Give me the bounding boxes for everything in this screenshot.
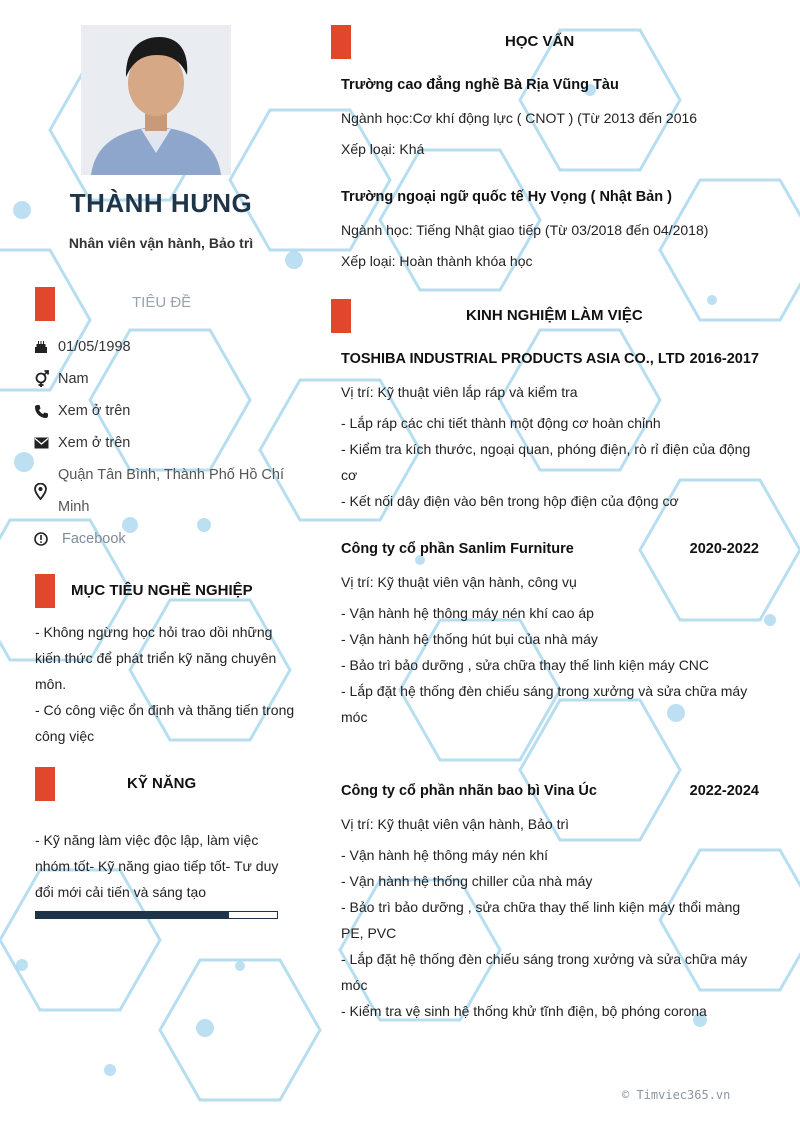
- skill-level-bar: [35, 911, 278, 919]
- education-school: Trường cao đẳng nghề Bà Rịa Vũng Tàu: [341, 77, 619, 93]
- education-school: Trường ngoại ngữ quốc tế Hy Vọng ( Nhật Bản ): [341, 189, 672, 205]
- info-facebook[interactable]: [34, 523, 304, 555]
- cake-icon: [34, 331, 58, 363]
- job-task-list: [341, 842, 761, 1024]
- candidate-name: THÀNH HƯNG: [69, 188, 253, 218]
- phone-icon: [34, 395, 58, 427]
- candidate-job-title: Nhân viên vận hành, Bảo trì: [68, 235, 254, 251]
- job-company: TOSHIBA INDUSTRIAL PRODUCTS ASIA CO., LTD: [341, 351, 685, 367]
- section-marker: [331, 25, 351, 59]
- job-position: Vị trí: Kỹ thuật viên vận hành, công vụ: [341, 574, 577, 590]
- job-task: - Vận hành hệ thống hút bụi của nhà máy: [341, 631, 598, 647]
- envelope-icon: [34, 427, 58, 459]
- objective-line: - Có công việc ổn định và thăng tiến trong công việc: [35, 702, 295, 744]
- job-company: Công ty cổ phần Sanlim Furniture: [341, 541, 574, 557]
- job-period: 2020-2022: [689, 541, 759, 557]
- job-task: - Kết nối dây điện vào bên trong hộp điện của động cơ: [341, 493, 679, 509]
- info-circle-icon: [34, 523, 58, 555]
- job-position: Vị trí: Kỹ thuật viên vận hành, Bảo trì: [341, 816, 570, 832]
- job-header: [341, 351, 759, 367]
- job-task: - Vận hành hệ thống chiller của nhà máy: [341, 873, 593, 889]
- job-header: [341, 541, 759, 557]
- education-grade: Xếp loại: Hoàn thành khóa học: [341, 253, 533, 269]
- job-task: - Bảo trì bảo dưỡng , sửa chữa thay thế linh kiện máy thổi màng PE, PVC: [341, 899, 741, 941]
- job-task: - Lắp đặt hệ thống đèn chiếu sáng trong xưởng và sửa chữa máy móc: [341, 683, 748, 725]
- gender-icon: [34, 363, 58, 395]
- address-value: Quận Tân Bình, Thành Phố Hồ Chí Minh: [58, 467, 284, 515]
- phone-value: Xem ở trên: [58, 403, 131, 419]
- job-company: Công ty cổ phần nhãn bao bì Vina Úc: [341, 783, 597, 799]
- job-task: - Vận hành hệ thông máy nén khí: [341, 847, 549, 863]
- job-task-list: [341, 600, 761, 730]
- section-marker: [35, 767, 55, 801]
- watermark: © Timviec365.vn: [622, 1088, 731, 1102]
- objective-line: - Không ngừng học hỏi trao dồi những kiến thức để phát triển kỹ năng chuyên môn.: [35, 624, 277, 692]
- section-marker: [331, 299, 351, 333]
- info-section-title: TIÊU ĐỀ: [132, 294, 192, 311]
- objective-section-title: MỤC TIÊU NGHỀ NGHIỆP: [71, 582, 253, 599]
- email-value: Xem ở trên: [58, 435, 131, 451]
- skill-level-fill: [36, 912, 229, 918]
- job-position: Vị trí: Kỹ thuật viên lắp ráp và kiểm tra: [341, 384, 578, 400]
- profile-photo: [81, 25, 231, 175]
- job-task: - Vận hành hệ thông máy nén khí cao áp: [341, 605, 594, 621]
- education-major: Ngành học: Tiếng Nhật giao tiếp (Từ 03/2018 đến 04/2018): [341, 222, 709, 238]
- job-task: - Lắp đặt hệ thống đèn chiếu sáng trong xưởng và sửa chữa máy móc: [341, 951, 748, 993]
- skills-text: - Kỹ năng làm việc độc lập, làm việc nhóm tốt- Kỹ năng giao tiếp tốt- Tư duy đổi mới cải tiến và sáng tạo: [35, 832, 279, 900]
- job-task: - Kiểm tra vệ sinh hệ thống khử tĩnh điện, bộ phóng corona: [341, 1003, 707, 1019]
- education-grade: Xếp loại: Khá: [341, 141, 425, 157]
- gender-value: Nam: [58, 371, 89, 387]
- job-task: - Bảo trì bảo dưỡng , sửa chữa thay thế linh kiện máy CNC: [341, 657, 710, 673]
- job-period: 2016-2017: [689, 351, 759, 367]
- job-task: - Kiểm tra kích thước, ngoại quan, phóng điện, rò rỉ điện của động cơ: [341, 441, 751, 483]
- education-section-title: HỌC VẤN: [505, 33, 575, 50]
- section-marker: [35, 287, 55, 321]
- info-address: [34, 459, 304, 523]
- job-period: 2022-2024: [689, 783, 759, 799]
- job-header: [341, 783, 759, 799]
- info-phone: [34, 395, 304, 427]
- section-marker: [35, 574, 55, 608]
- avatar: [81, 25, 231, 175]
- location-pin-icon: [34, 459, 58, 523]
- facebook-link[interactable]: Facebook: [62, 531, 126, 547]
- info-email: [34, 427, 304, 459]
- skills-section-title: KỸ NĂNG: [127, 775, 197, 792]
- experience-section-title: KINH NGHIỆM LÀM VIỆC: [466, 307, 643, 324]
- info-gender: [34, 363, 304, 395]
- job-task-list: [341, 410, 761, 514]
- education-major: Ngành học:Cơ khí động lực ( CNOT ) (Từ 2013 đến 2016: [341, 110, 698, 126]
- info-birthday: [34, 331, 304, 363]
- objective-text: [35, 619, 297, 749]
- job-task: - Lắp ráp các chi tiết thành một động cơ hoàn chỉnh: [341, 415, 661, 431]
- birthday-value: 01/05/1998: [58, 339, 131, 355]
